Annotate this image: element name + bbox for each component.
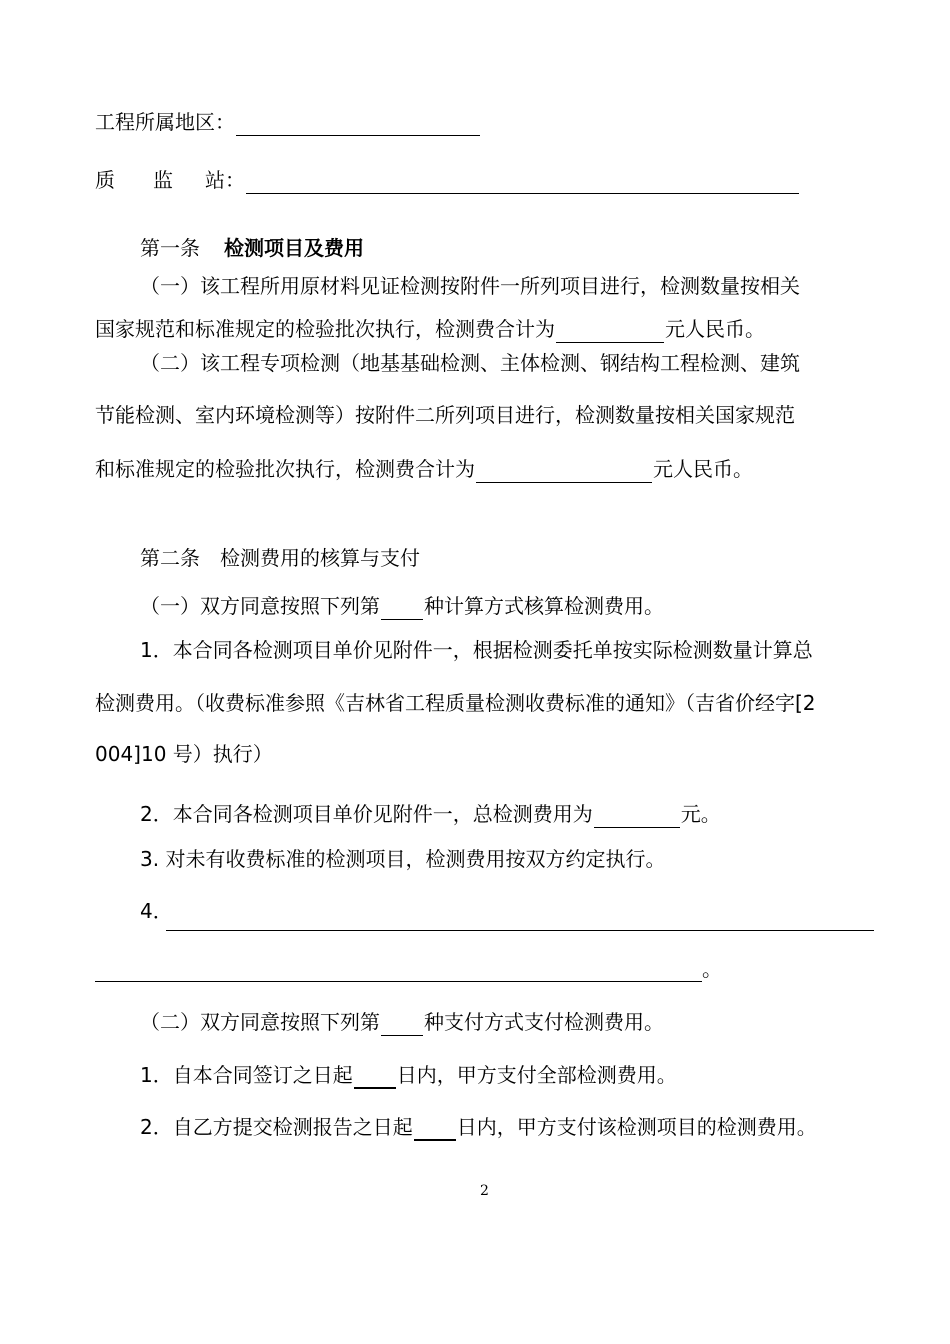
raw-material-fee-blank [556, 316, 664, 343]
station-blank [246, 167, 799, 194]
item2-line: 2．本合同各检测项目单价见附件一，总检测费用为 元。 [140, 793, 721, 828]
pay2-line: 2．自乙方提交检测报告之日起 日内，甲方支付该检测项目的检测费用。 [140, 1105, 817, 1141]
item1-line1: 1．本合同各检测项目单价见附件一，根据检测委托单按实际检测数量计算总 [140, 638, 813, 662]
article1-p2-line1: （二）该工程专项检测（地基基础检测、主体检测、钢结构工程检测、建筑 [140, 351, 800, 375]
article1-p2-line3: 和标准规定的检验批次执行，检测费合计为 元人民币。 [95, 457, 753, 481]
item4-end: 。 [702, 957, 722, 981]
station-char-3: 站： [205, 168, 245, 192]
item3-line: 3. 对未有收费标准的检测项目，检测费用按双方约定执行。 [140, 847, 666, 871]
item4-rule-1 [166, 930, 874, 931]
article2-heading: 第二条 检测费用的核算与支付 [140, 546, 420, 570]
pay-method-blank [381, 1001, 423, 1036]
article1-title: 检测项目及费用 [224, 236, 364, 260]
article1-p2-line2: 节能检测、室内环境检测等）按附件二所列项目进行，检测数量按相关国家规范 [95, 403, 795, 427]
item1-line2: 检测费用。（收费标准参照《吉林省工程质量检测收费标准的通知》（吉省价经字[2 [95, 691, 816, 715]
calc-method-blank [381, 585, 423, 620]
station-char-1: 质 [95, 168, 115, 192]
article1-p1-line1: （一）该工程所用原材料见证检测按附件一所列项目进行，检测数量按相关 [140, 274, 800, 298]
item1-line3: 004]10 号）执行） [95, 742, 273, 766]
article1-heading [140, 234, 364, 262]
pay-method-line: （二）双方同意按照下列第 种支付方式支付检测费用。 [140, 1001, 664, 1036]
item4-rule-2 [95, 981, 702, 982]
special-test-fee-blank [476, 456, 652, 483]
region-label: 工程所属地区： [95, 110, 235, 134]
region-field [95, 108, 481, 136]
page-number: 2 [480, 1183, 489, 1199]
pay1-days-blank [354, 1053, 396, 1089]
station-char-2: 监 [153, 168, 173, 192]
station-field [95, 166, 800, 194]
article1-p1-line2: 国家规范和标准规定的检验批次执行，检测费合计为 元人民币。 [95, 317, 765, 341]
region-blank [236, 109, 480, 136]
total-fee-blank [594, 793, 680, 828]
pay1-line: 1．自本合同签订之日起 日内，甲方支付全部检测费用。 [140, 1053, 677, 1089]
item4-label: 4． [140, 899, 173, 923]
article1-title-prefix: 第一条 [140, 236, 200, 260]
pay2-days-blank [414, 1105, 456, 1141]
calc-method-line: （一）双方同意按照下列第 种计算方式核算检测费用。 [140, 585, 664, 620]
